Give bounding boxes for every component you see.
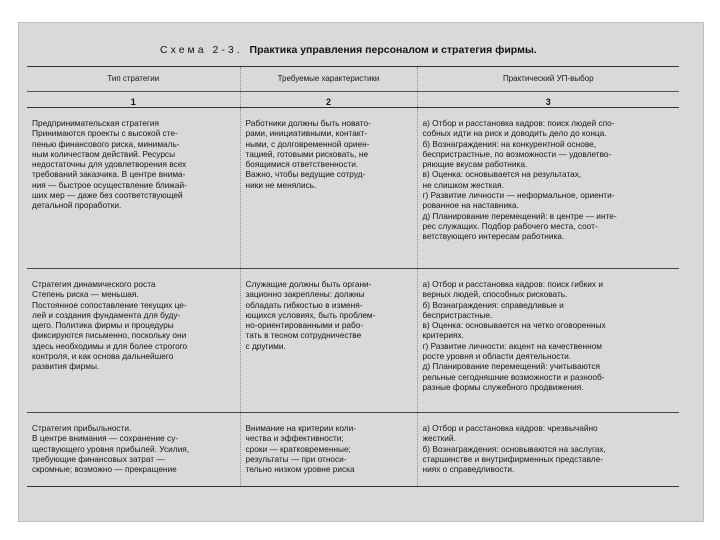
strategy-table [27, 66, 679, 487]
caption-title: Практика управления персоналом и стратегия фирмы. [249, 44, 537, 56]
choice-cell: а) Отбор и расстановка кадров: поиск гибких и верных людей, способных рисковать. б) Вознаграждения: справедливые и беспристрастные. в) Оценка: основывается на четко оговоренных критериях. г) Развитие личности: акцент на качественном росте уровня и области деятельности. д) Планирование перемещений: учитываются рельные сегодняшние возможности и разнооб- разные формы служебного продвижения. [417, 269, 679, 413]
table-header-row [27, 67, 679, 92]
column-number: 3 [417, 92, 679, 108]
column-number: 1 [27, 92, 240, 108]
header-practical-choice: Практический УП-выбор [417, 67, 679, 92]
table-row [27, 108, 679, 269]
column-number: 2 [240, 92, 417, 108]
table-row [27, 269, 679, 413]
table-row [27, 413, 679, 487]
caption-label: Схема 2-3. [160, 44, 243, 56]
strategy-cell: Стратегия прибыльности. В центре внимания — сохранение су- ществующего уровня прибылей. Усилия, требующие финансовых затрат — скромные; возможно — прекращение [27, 413, 240, 487]
strategy-cell: Предпринимательская стратегия Принимаются проекты с высокой сте- пенью финансового риска, минималь- ным количеством действий. Ресурсы недостаточны для удовлетворения всех требований заказчика. В центре внима- ния — быстрое осуществление ближай- ших мер — даже без соответствующей детальной проработки. [27, 108, 240, 269]
column-number-row [27, 92, 679, 108]
figure-caption [160, 44, 537, 56]
characteristics-cell: Работники должны быть новато- рами, инициативными, контакт- ными, с долговременной ориен- тацией, готовыми рисковать, не боящимися ответственности. Важно, чтобы ведущие сотруд- ники не менялись. [240, 108, 417, 269]
header-required-characteristics: Требуемые характеристики [240, 67, 417, 92]
choice-cell: а) Отбор и расстановка кадров: чрезвычайно жесткий. б) Вознаграждения: основываются на заслугах, старшинстве и внутрифирменных представле- ниях о справедливости. [417, 413, 679, 487]
characteristics-cell: Служащие должны быть органи- зационно закреплены: должны обладать гибкостью в изменя- ющихся условиях, быть проблем- но-ориентированными и рабо- тать в тесном сотрудничестве с другими. [240, 269, 417, 413]
header-strategy-type: Тип стратегии [27, 67, 240, 92]
choice-cell: а) Отбор и расстановка кадров: поиск людей спо- собных идти на риск и доводить дело до конца. б) Вознаграждения: на конкурентной основе, беспристрастные, по возможности — удовлетво- ряющие вкусам работника. в) Оценка: основывается на результатах, не слишком жесткая. г) Развитие личности — неформальное, ориенти- рованное на наставника. д) Планирование перемещений: в центре — инте- рес служащих. Подбор рабочего места, соот- ветствующего интересам работника. [417, 108, 679, 269]
strategy-cell: Стратегия динамического роста Степень риска — меньшая. Постоянное сопоставление текущих це- лей и создания фундамента для буду- щего. Политика фирмы и процедуры фиксируются письменно, поскольку они здесь необходимы и для более строгого контроля, и как основа дальнейшего развития фирмы. [27, 269, 240, 413]
characteristics-cell: Внимание на критерии коли- чества и эффективности; сроки — кратковременные; результаты — при относи- тельно низком уровне риска [240, 413, 417, 487]
